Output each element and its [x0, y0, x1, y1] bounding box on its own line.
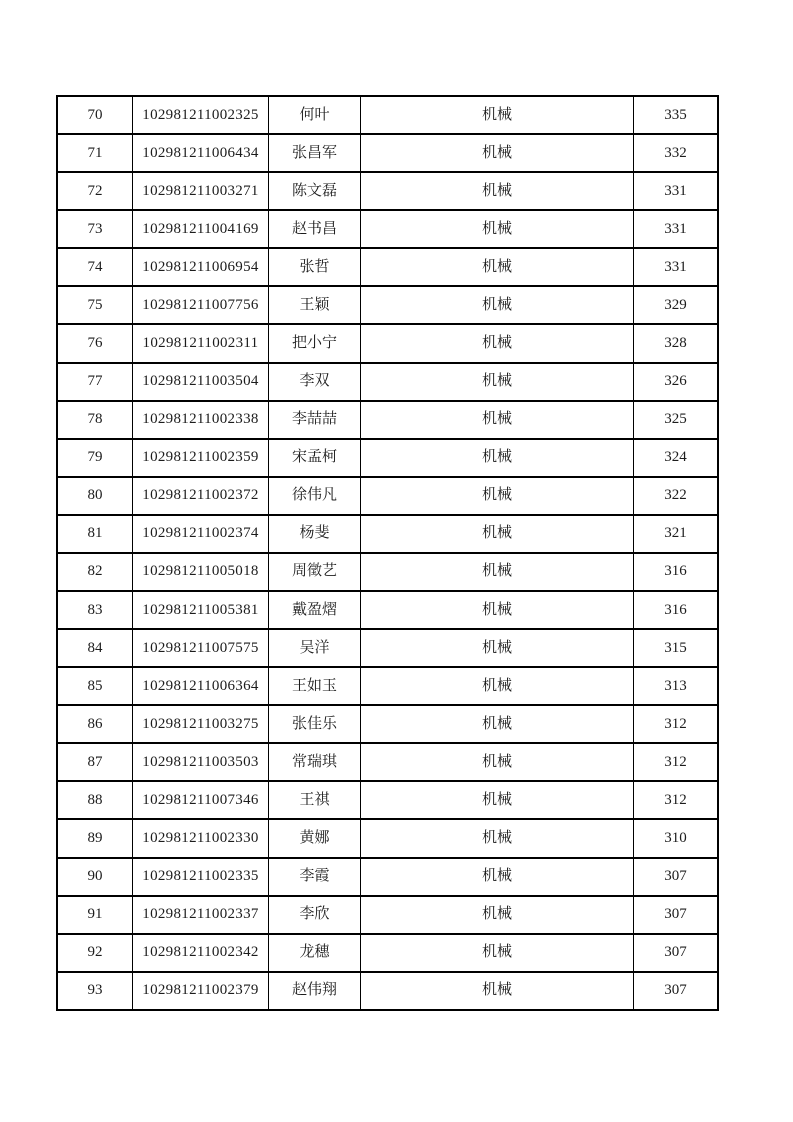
major-cell: 机械 [361, 248, 634, 286]
score-cell: 324 [634, 439, 719, 477]
exam-id-cell: 102981211006954 [133, 248, 269, 286]
major-cell: 机械 [361, 858, 634, 896]
table-row [57, 96, 718, 134]
table-row [57, 515, 718, 553]
score-cell: 322 [634, 477, 719, 515]
exam-id-cell: 102981211007756 [133, 286, 269, 324]
rank-cell: 71 [57, 134, 133, 172]
rank-cell: 76 [57, 324, 133, 362]
major-cell: 机械 [361, 439, 634, 477]
score-cell: 326 [634, 363, 719, 401]
table-row [57, 934, 718, 972]
table-row [57, 972, 718, 1010]
score-cell: 331 [634, 248, 719, 286]
exam-id-cell: 102981211002374 [133, 515, 269, 553]
score-cell: 315 [634, 629, 719, 667]
student-name-cell: 张昌军 [269, 134, 361, 172]
rank-cell: 85 [57, 667, 133, 705]
major-cell: 机械 [361, 477, 634, 515]
score-cell: 310 [634, 819, 719, 857]
rank-cell: 75 [57, 286, 133, 324]
score-cell: 325 [634, 401, 719, 439]
major-cell: 机械 [361, 743, 634, 781]
table-row [57, 819, 718, 857]
major-cell: 机械 [361, 781, 634, 819]
table-row [57, 743, 718, 781]
major-cell: 机械 [361, 629, 634, 667]
table-row [57, 248, 718, 286]
major-cell: 机械 [361, 363, 634, 401]
exam-id-cell: 102981211002311 [133, 324, 269, 362]
rank-cell: 72 [57, 172, 133, 210]
student-name-cell: 何叶 [269, 96, 361, 134]
table-row [57, 705, 718, 743]
score-cell: 335 [634, 96, 719, 134]
student-name-cell: 张哲 [269, 248, 361, 286]
rank-cell: 83 [57, 591, 133, 629]
exam-id-cell: 102981211005381 [133, 591, 269, 629]
student-name-cell: 龙穗 [269, 934, 361, 972]
student-name-cell: 李喆喆 [269, 401, 361, 439]
student-name-cell: 宋孟柯 [269, 439, 361, 477]
major-cell: 机械 [361, 210, 634, 248]
major-cell: 机械 [361, 324, 634, 362]
score-table [56, 95, 719, 1011]
rank-cell: 70 [57, 96, 133, 134]
table-row [57, 591, 718, 629]
score-cell: 307 [634, 858, 719, 896]
score-cell: 331 [634, 172, 719, 210]
student-name-cell: 赵书昌 [269, 210, 361, 248]
score-cell: 321 [634, 515, 719, 553]
exam-id-cell: 102981211002338 [133, 401, 269, 439]
exam-id-cell: 102981211006364 [133, 667, 269, 705]
rank-cell: 79 [57, 439, 133, 477]
student-name-cell: 张佳乐 [269, 705, 361, 743]
score-cell: 331 [634, 210, 719, 248]
table-row [57, 629, 718, 667]
major-cell: 机械 [361, 896, 634, 934]
exam-id-cell: 102981211007346 [133, 781, 269, 819]
rank-cell: 78 [57, 401, 133, 439]
major-cell: 机械 [361, 934, 634, 972]
student-name-cell: 李霞 [269, 858, 361, 896]
table-row [57, 401, 718, 439]
score-cell: 312 [634, 781, 719, 819]
exam-id-cell: 102981211003275 [133, 705, 269, 743]
rank-cell: 77 [57, 363, 133, 401]
score-cell: 316 [634, 591, 719, 629]
rank-cell: 91 [57, 896, 133, 934]
table-row [57, 858, 718, 896]
score-cell: 307 [634, 896, 719, 934]
student-name-cell: 徐伟凡 [269, 477, 361, 515]
exam-id-cell: 102981211002342 [133, 934, 269, 972]
student-name-cell: 赵伟翔 [269, 972, 361, 1010]
score-cell: 332 [634, 134, 719, 172]
student-name-cell: 黄娜 [269, 819, 361, 857]
score-cell: 307 [664, 982, 687, 999]
exam-id-cell: 102981211002337 [133, 896, 269, 934]
score-cell: 307 [634, 934, 719, 972]
score-cell: 329 [634, 286, 719, 324]
rank-cell: 73 [57, 210, 133, 248]
rank-cell: 87 [57, 743, 133, 781]
exam-id-cell: 102981211004169 [133, 210, 269, 248]
major-cell: 机械 [361, 667, 634, 705]
exam-id-cell: 102981211002335 [133, 858, 269, 896]
rank-cell: 89 [57, 819, 133, 857]
major-cell: 机械 [361, 401, 634, 439]
rank-cell: 86 [57, 705, 133, 743]
exam-id-cell: 102981211002330 [133, 819, 269, 857]
major-cell: 机械 [361, 172, 634, 210]
student-name-cell: 李欣 [269, 896, 361, 934]
score-cell: 316 [634, 553, 719, 591]
major-cell: 机械 [361, 591, 634, 629]
student-name-cell: 李双 [269, 363, 361, 401]
table-row [57, 667, 718, 705]
rank-cell: 90 [57, 858, 133, 896]
score-cell: 313 [634, 667, 719, 705]
score-cell: 312 [634, 705, 719, 743]
table-row [57, 134, 718, 172]
student-name-cell: 常瑞琪 [269, 743, 361, 781]
rank-cell: 84 [57, 629, 133, 667]
student-name-cell: 把小宁 [269, 324, 361, 362]
table-row [57, 553, 718, 591]
table-row [57, 477, 718, 515]
exam-id-cell: 102981211002372 [133, 477, 269, 515]
rank-cell: 88 [57, 781, 133, 819]
student-name-cell: 王祺 [269, 781, 361, 819]
rank-cell: 81 [57, 515, 133, 553]
exam-id-cell: 102981211003504 [133, 363, 269, 401]
major-cell: 机械 [361, 819, 634, 857]
table-row [57, 172, 718, 210]
major-cell: 机械 [361, 96, 634, 134]
major-cell: 机械 [361, 972, 634, 1010]
exam-id-cell: 102981211002359 [133, 439, 269, 477]
major-cell: 机械 [361, 553, 634, 591]
score-cell: 312 [634, 743, 719, 781]
exam-id-cell: 102981211005018 [133, 553, 269, 591]
major-cell: 机械 [361, 515, 634, 553]
table-row [57, 896, 718, 934]
table-row [57, 439, 718, 477]
exam-id-cell: 102981211002325 [133, 96, 269, 134]
rank-cell: 74 [57, 248, 133, 286]
exam-id-cell: 102981211003503 [133, 743, 269, 781]
student-name-cell: 戴盈熠 [269, 591, 361, 629]
table-row [57, 210, 718, 248]
major-cell: 机械 [361, 134, 634, 172]
rank-cell: 92 [57, 934, 133, 972]
student-name-cell: 周徵艺 [269, 553, 361, 591]
major-cell: 机械 [361, 705, 634, 743]
student-name-cell: 王颖 [269, 286, 361, 324]
exam-id-cell: 102981211002379 [133, 972, 269, 1010]
rank-cell: 82 [57, 553, 133, 591]
major-cell: 机械 [361, 286, 634, 324]
table-row [57, 363, 718, 401]
exam-id-cell: 102981211006434 [133, 134, 269, 172]
student-name-cell: 杨斐 [269, 515, 361, 553]
rank-cell: 93 [57, 972, 133, 1010]
exam-id-cell: 102981211007575 [133, 629, 269, 667]
student-name-cell: 陈文磊 [269, 172, 361, 210]
student-name-cell: 王如玉 [269, 667, 361, 705]
score-cell: 328 [634, 324, 719, 362]
exam-id-cell: 102981211003271 [133, 172, 269, 210]
rank-cell: 80 [57, 477, 133, 515]
table-row [57, 324, 718, 362]
table-row [57, 286, 718, 324]
student-name-cell: 吴洋 [269, 629, 361, 667]
table-row [57, 781, 718, 819]
